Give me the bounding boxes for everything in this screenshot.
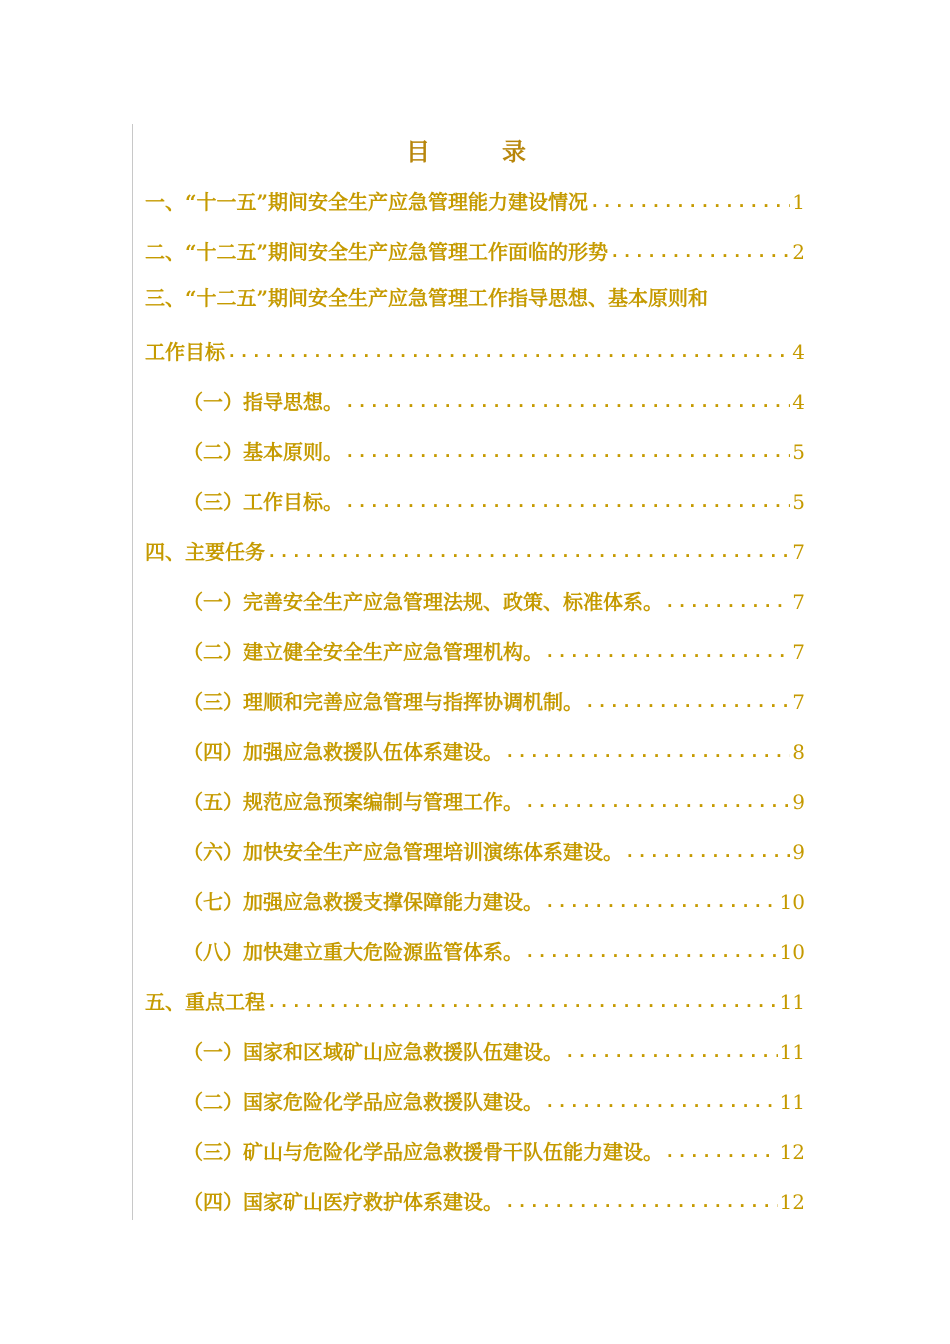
toc-page-number: 5 — [792, 490, 805, 514]
toc-entry-text: 五、重点工程 — [145, 990, 265, 1014]
toc-entry-text: （三）矿山与危险化学品应急救援骨干队伍能力建设。 — [183, 1140, 663, 1164]
toc-leader-dots — [545, 638, 790, 666]
toc-entry-text: （一）完善安全生产应急管理法规、政策、标准体系。 — [183, 590, 663, 614]
toc-entry[interactable] — [145, 234, 805, 266]
toc-entry-text: （二）建立健全安全生产应急管理机构。 — [183, 640, 543, 664]
toc-leader-dots — [565, 1038, 778, 1066]
toc-entry-text: （四）国家矿山医疗救护体系建设。 — [183, 1190, 503, 1214]
toc-page-number: 7 — [792, 690, 805, 714]
toc-leader-dots — [545, 1088, 778, 1116]
toc-leader-dots — [267, 538, 790, 566]
toc-subentry[interactable] — [183, 484, 805, 516]
toc-leader-dots — [267, 988, 778, 1016]
toc-entry[interactable] — [145, 534, 805, 566]
toc-page-number: 12 — [779, 1140, 805, 1164]
toc-subentry[interactable] — [183, 684, 805, 716]
toc-page-number: 7 — [792, 640, 805, 664]
toc-leader-dots — [665, 588, 790, 616]
toc-subentry[interactable] — [183, 384, 805, 416]
toc-title: 目 录 — [406, 137, 550, 166]
toc-subentry[interactable] — [183, 584, 805, 616]
toc-subentry[interactable] — [183, 1134, 805, 1166]
toc-entry-text: 一、“十一五”期间安全生产应急管理能力建设情况 — [145, 190, 589, 214]
toc-entry-wrapped-line[interactable]: 三、“十二五”期间安全生产应急管理工作指导思想、基本原则和 — [145, 286, 709, 310]
toc-page-number: 10 — [779, 940, 805, 964]
toc-entry-text: 四、主要任务 — [145, 540, 265, 564]
toc-subentry[interactable] — [183, 434, 805, 466]
toc-entry-text: （二）国家危险化学品应急救援队建设。 — [183, 1090, 543, 1114]
toc-entry-text: （二）基本原则。 — [183, 440, 343, 464]
toc-page-number: 9 — [792, 840, 805, 864]
toc-leader-dots — [505, 1188, 778, 1216]
toc-subentry[interactable] — [183, 784, 805, 816]
toc-page-number: 1 — [792, 190, 805, 214]
toc-leader-dots — [525, 938, 778, 966]
toc-entry-text: （三）工作目标。 — [183, 490, 343, 514]
toc-entry[interactable] — [145, 184, 805, 216]
toc-entry-text: （四）加强应急救援队伍体系建设。 — [183, 740, 503, 764]
toc-subentry[interactable] — [183, 934, 805, 966]
toc-entry-text: 工作目标 — [145, 340, 225, 364]
toc-leader-dots — [525, 788, 790, 816]
toc-leader-dots — [585, 688, 790, 716]
toc-leader-dots — [505, 738, 790, 766]
toc-page-number: 4 — [792, 390, 805, 414]
toc-entry[interactable] — [145, 984, 805, 1016]
toc-page-number: 10 — [779, 890, 805, 914]
toc-page-number: 7 — [792, 540, 805, 564]
toc-subentry[interactable] — [183, 834, 805, 866]
toc-page-number: 12 — [779, 1190, 805, 1214]
toc-page-number: 9 — [792, 790, 805, 814]
toc-entry[interactable] — [145, 334, 805, 366]
toc-page-number: 5 — [792, 440, 805, 464]
toc-leader-dots — [625, 838, 790, 866]
margin-line — [132, 124, 133, 1220]
toc-page-number: 8 — [792, 740, 805, 764]
toc-subentry[interactable] — [183, 1184, 805, 1216]
toc-leader-dots — [545, 888, 778, 916]
toc-page-number: 2 — [792, 240, 805, 264]
toc-leader-dots — [590, 188, 790, 216]
toc-leader-dots — [345, 388, 790, 416]
toc-entry-text: （五）规范应急预案编制与管理工作。 — [183, 790, 523, 814]
toc-page-number: 7 — [792, 590, 805, 614]
toc-page-number: 11 — [779, 990, 805, 1014]
toc-subentry[interactable] — [183, 1084, 805, 1116]
toc-entry-text: （八）加快建立重大危险源监管体系。 — [183, 940, 523, 964]
toc-leader-dots — [665, 1138, 778, 1166]
toc-subentry[interactable] — [183, 734, 805, 766]
toc-subentry[interactable] — [183, 1034, 805, 1066]
toc-page-number: 11 — [779, 1090, 805, 1114]
toc-leader-dots — [345, 488, 790, 516]
toc-leader-dots — [610, 238, 790, 266]
toc-entry-text: 二、“十二五”期间安全生产应急管理工作面临的形势 — [145, 240, 609, 264]
toc-entry-text: （三）理顺和完善应急管理与指挥协调机制。 — [183, 690, 583, 714]
toc-page-number: 11 — [779, 1040, 805, 1064]
toc-subentry[interactable] — [183, 884, 805, 916]
toc-leader-dots — [345, 438, 790, 466]
toc-leader-dots — [227, 338, 790, 366]
toc-entry-text: （六）加快安全生产应急管理培训演练体系建设。 — [183, 840, 623, 864]
toc-entry-text: （七）加强应急救援支撑保障能力建设。 — [183, 890, 543, 914]
toc-subentry[interactable] — [183, 634, 805, 666]
toc-entry-text: （一）国家和区域矿山应急救援队伍建设。 — [183, 1040, 563, 1064]
toc-page-number: 4 — [792, 340, 805, 364]
toc-entry-text: （一）指导思想。 — [183, 390, 343, 414]
